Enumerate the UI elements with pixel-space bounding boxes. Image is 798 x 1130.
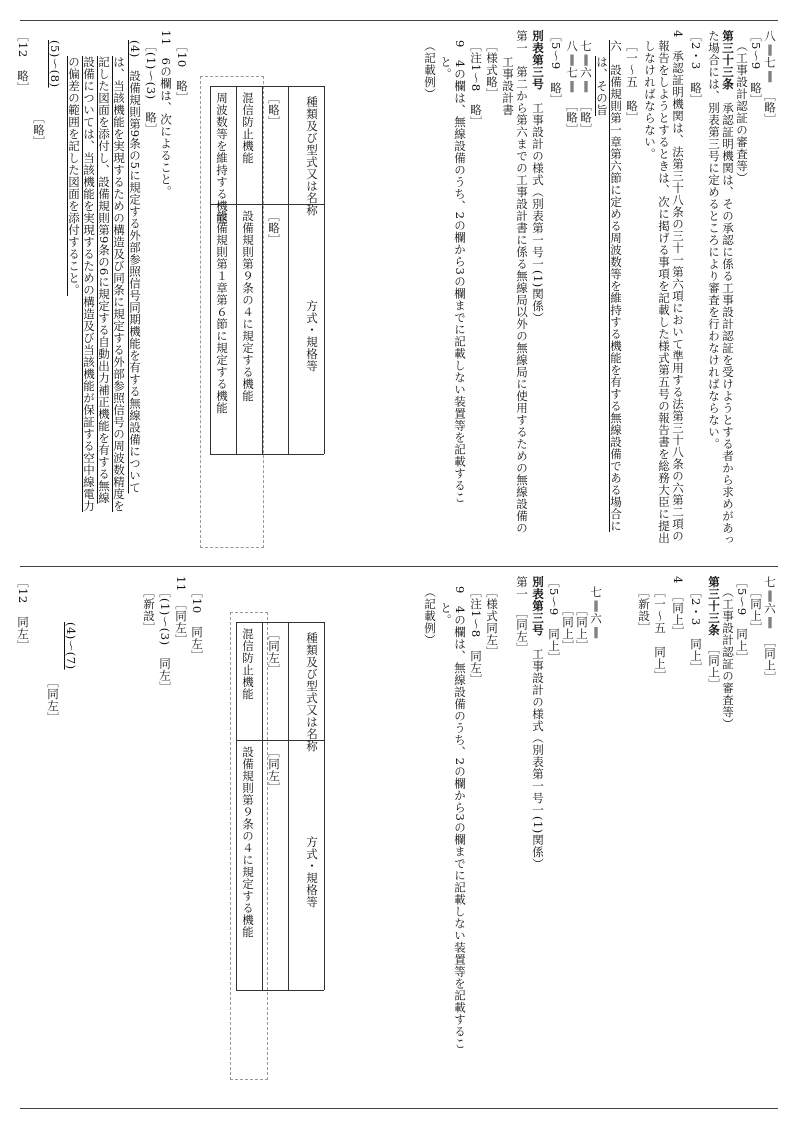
para-4-line3: しなければならない。 [643,40,657,160]
header-method-spec: 方式・規格等 [305,300,319,372]
para-5-9b: ［5～9 略］ [549,30,563,106]
item-7-6: 七‖六‖ ［略］ [579,40,593,136]
cur-caption: （工事設計認証の審査等） [721,586,735,730]
top-rule [20,20,778,21]
cur-sub-4-7-same: ［同左］ [46,676,60,724]
cur-article-33: 第三十三条 ［同上］ [707,576,721,691]
article-33-line1: 第三十三条 承認証明機関は、その承認に係る工事設計認証を受けようとする者から求めがあっ [721,30,735,546]
cur-new-1: ［新設］ [637,586,651,634]
cur-same-3: ［同上］ [561,604,575,652]
cur-example-label: （記載例） [423,586,437,646]
cur-row2-name: 混信防止機能 [241,628,255,700]
cur-items-1-5: ［一～五 同上］ [653,586,667,682]
cur-header-type-name: 種類及び型式又は名称 [305,632,319,752]
cur-para-12: ［12 同左］ [16,576,30,652]
schedule-number: 別表第三号 [531,30,545,90]
para-4-line1: 4 承認証明機関は、法第三十八条の三十一第六項において準用する法第三十八条の六第二項の [671,30,685,542]
cur-form: ［様式同左］ [485,586,499,658]
header-type-name: 種類及び型式又は名称 [305,96,319,216]
row3-name: 周波数等を維持する機能 [215,92,229,224]
sub-4-line4: 設備については、当該機能を実現するための構造及び当該機能が保証する空中線電力 [82,56,96,512]
sub-4-line1: (4) 設備規則第9条の5に規定する外部参照信号同期機能を有する無線設備について [128,40,142,494]
cur-article-number: 第三十三条 [707,576,721,636]
cur-para-5-9b: ［5～9 同上］ [547,576,561,664]
cur-para-10: ［10 同左］ [190,586,204,662]
cur-note-9-line2: と。 [439,602,453,626]
cur-header-method-spec: 方式・規格等 [305,836,319,908]
item-6-line1: 六 設備規則第一章第六節に定める周波数等を維持する機能を有する無線設備である場合に [609,40,623,532]
cur-example-table [236,622,324,990]
bottom-rule [20,1108,778,1109]
item-8-7: 八‖七‖ ［略］ [763,30,777,126]
article-33-line2: た場合には、別表第三号に定めるところにより審査を行わなければならない。 [707,30,721,450]
cur-new-2: ［新設］ [142,586,156,634]
item-8-7b: 八‖七‖ ［略］ [565,40,579,136]
para-2-3: ［2・3 略］ [689,30,703,106]
cur-notes-1-8: ［注1～8 同左］ [469,586,483,686]
center-divider [20,566,778,567]
cur-same-2: ［同上］ [575,604,589,652]
caption: （工事設計認証の審査等） [735,40,749,184]
row1-name: ［略］ [267,92,281,128]
cur-item-7-6: 七‖六‖ ［同上］ [763,576,777,684]
para-11: 11 6の欄は、次によること。 [159,30,173,198]
sub-4-line5: の偏差の範囲を記した図面を添付すること。 [67,56,81,296]
cur-schedule-number: 別表第三号 [531,576,545,636]
cur-para-4: 4 ［同上］ [671,576,685,639]
sub-1-3: ［(1)～(3) 略］ [144,40,158,136]
cur-part-1: 第一 ［同左］ [515,576,529,655]
sub-5-8-omitted: ［略］ [32,112,46,148]
row2-spec: 設備規則第９条の４に規定する機能 [241,210,255,402]
sub-4-line3: 記した図面を添付し、設備規則第9条の6に規定する自動出力補正機能を有する無線 [97,56,111,504]
note-9-line1: 9 4の欄は、無線設備のうち、2の欄から3の欄までに記載しない装置等を記載するこ [453,40,467,504]
cur-row2-spec: 設備規則第９条の４に規定する機能 [241,746,255,938]
notes-1-8: ［注1～8 略］ [469,40,483,128]
row1-spec: ［略］ [267,210,281,246]
part-1-line1: 第一 第二から第六までの工事設計書に係る無線局以外の無線局に使用するための無線設備の [515,30,529,534]
cur-row1-spec: ［同左］ [267,746,281,794]
cur-para-2-3: ［2・3 同上］ [689,586,703,674]
cur-sub-4-7: (4)～(7) [64,622,78,670]
para-4-line2: 報告をしようとするときは、次に掲げる事項を記載した様式第五号の報告書を総務大臣に提出 [657,40,671,544]
example-table [210,86,324,454]
sub-4-line2: は、当該機能を実現するための構造及び同条に規定する外部参照信号の周波数精度を [112,56,126,512]
schedule-3-title: 別表第三号 工事設計の様式（別表第一号一(1)関係） [531,30,545,324]
cur-para-11: 11 ［同左］ [174,576,188,646]
para-12: ［12 略］ [16,30,30,94]
cur-item-7-6b: 七‖六‖ [589,586,603,639]
note-9-line2: と。 [439,56,453,80]
row2-name: 混信防止機能 [241,92,255,164]
cur-same-1: ［同上］ [749,586,763,634]
para-5-9: ［5～9 略］ [749,30,763,106]
para-10: ［10 略］ [175,40,189,104]
row3-spec: 設備規則第１章第６節に規定する機能 [215,210,229,414]
cur-note-9-line1: 9 4の欄は、無線設備のうち、2の欄から3の欄までに記載しない装置等を記載するこ [453,586,467,1050]
items-1-5: ［一～五 略］ [625,40,639,124]
article-number: 第三十三条 [721,30,735,90]
sub-5-8: (5)～(8) [48,40,62,88]
form-omitted: ［様式略］ [485,40,499,100]
part-1-line2: 工事設計書 [501,56,515,116]
cur-schedule-3-title: 別表第三号 工事設計の様式（別表第一号一(1)関係） [531,576,545,870]
cur-row1-name: ［同左］ [267,628,281,676]
item-6-line2: は、その旨 [595,56,609,116]
cur-sub-1-3: ［(1)～(3) 同左］ [158,586,172,694]
example-label: （記載例） [423,40,437,100]
cur-para-5-9: ［5～9 同上］ [735,576,749,664]
